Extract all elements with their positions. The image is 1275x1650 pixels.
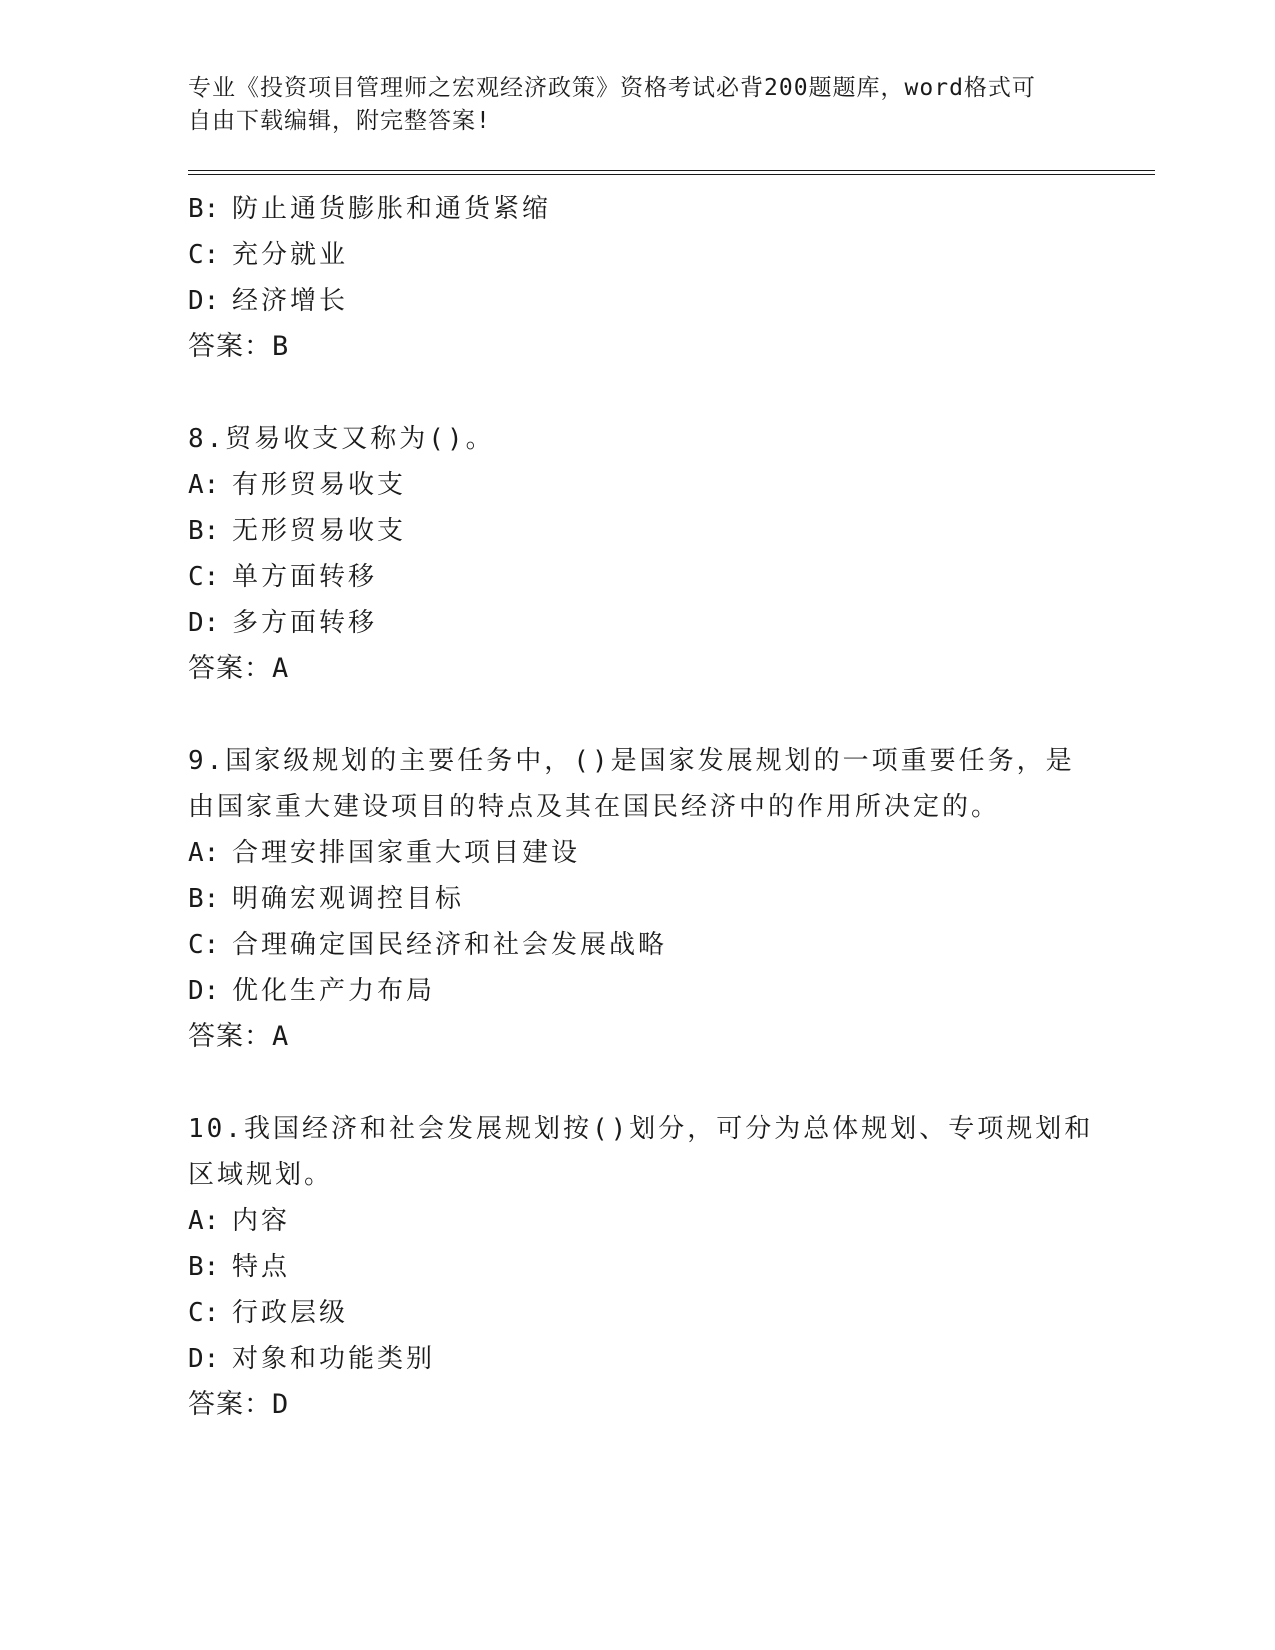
header-rule-bottom: [188, 174, 1155, 175]
option-text: 特点: [232, 1252, 291, 1282]
option-b: [188, 876, 1088, 922]
option-b: [188, 1244, 1088, 1290]
option-text: 对象和功能类别: [232, 1344, 436, 1374]
spacer: [188, 370, 1088, 416]
spacer: [188, 1060, 1088, 1106]
option-c: [188, 232, 1088, 278]
option-text: 多方面转移: [232, 608, 378, 638]
option-d: [188, 968, 1088, 1014]
option-key: D:: [188, 608, 220, 638]
question-8: [188, 416, 1088, 692]
option-key: C:: [188, 1298, 220, 1328]
option-key: B:: [188, 194, 220, 224]
option-text: 充分就业: [232, 240, 349, 270]
question-stem: 8.贸易收支又称为()。: [188, 424, 495, 454]
option-text: 防止通货膨胀和通货紧缩: [232, 194, 552, 224]
option-b: [188, 186, 1088, 232]
option-key: D:: [188, 1344, 220, 1374]
option-key: A:: [188, 470, 220, 500]
option-c: [188, 554, 1088, 600]
question-10: [188, 1106, 1094, 1428]
option-key: B:: [188, 516, 220, 546]
option-text: 单方面转移: [232, 562, 378, 592]
header-title-line-2: 自由下载编辑，附完整答案!: [188, 108, 491, 134]
question-stem-line-2: 由国家重大建设项目的特点及其在国民经济中的作用所决定的。: [188, 792, 1001, 822]
option-key: D:: [188, 976, 220, 1006]
option-text: 有形贸易收支: [232, 470, 407, 500]
answer: 答案：A: [188, 1021, 290, 1052]
option-key: C:: [188, 240, 220, 270]
option-d: [188, 1336, 1088, 1382]
option-d: [188, 600, 1088, 646]
option-b: [188, 508, 1088, 554]
option-text: 合理确定国民经济和社会发展战略: [232, 930, 668, 960]
question-content: [188, 186, 1094, 1428]
option-key: C:: [188, 562, 220, 592]
question-stem-line-1: 9.国家级规划的主要任务中，()是国家发展规划的一项重要任务，是: [188, 746, 1075, 776]
option-text: 行政层级: [232, 1298, 349, 1328]
option-d: [188, 278, 1088, 324]
document-header: [188, 72, 1088, 138]
question-7-continuation: [188, 186, 1088, 370]
option-a: [188, 462, 1088, 508]
option-key: D:: [188, 286, 220, 316]
answer: 答案：A: [188, 653, 290, 684]
option-c: [188, 1290, 1088, 1336]
answer: 答案：B: [188, 331, 290, 362]
option-key: A:: [188, 1206, 220, 1236]
option-a: [188, 1198, 1088, 1244]
option-c: [188, 922, 1088, 968]
answer: 答案：D: [188, 1389, 290, 1420]
option-a: [188, 830, 1088, 876]
header-rule-top: [188, 170, 1155, 171]
option-text: 合理安排国家重大项目建设: [232, 838, 581, 868]
option-text: 经济增长: [232, 286, 349, 316]
header-title-line-1: 专业《投资项目管理师之宏观经济政策》资格考试必背200题题库，word格式可: [188, 75, 1036, 101]
question-stem-line-2: 区域规划。: [188, 1160, 334, 1190]
spacer: [188, 692, 1088, 738]
option-text: 无形贸易收支: [232, 516, 407, 546]
question-stem-line-1: 10.我国经济和社会发展规划按()划分，可分为总体规划、专项规划和: [188, 1114, 1094, 1144]
option-text: 优化生产力布局: [232, 976, 436, 1006]
question-9: [188, 738, 1088, 1060]
option-key: B:: [188, 884, 220, 914]
option-text: 内容: [232, 1206, 291, 1236]
option-text: 明确宏观调控目标: [232, 884, 465, 914]
option-key: B:: [188, 1252, 220, 1282]
option-key: C:: [188, 930, 220, 960]
option-key: A:: [188, 838, 220, 868]
